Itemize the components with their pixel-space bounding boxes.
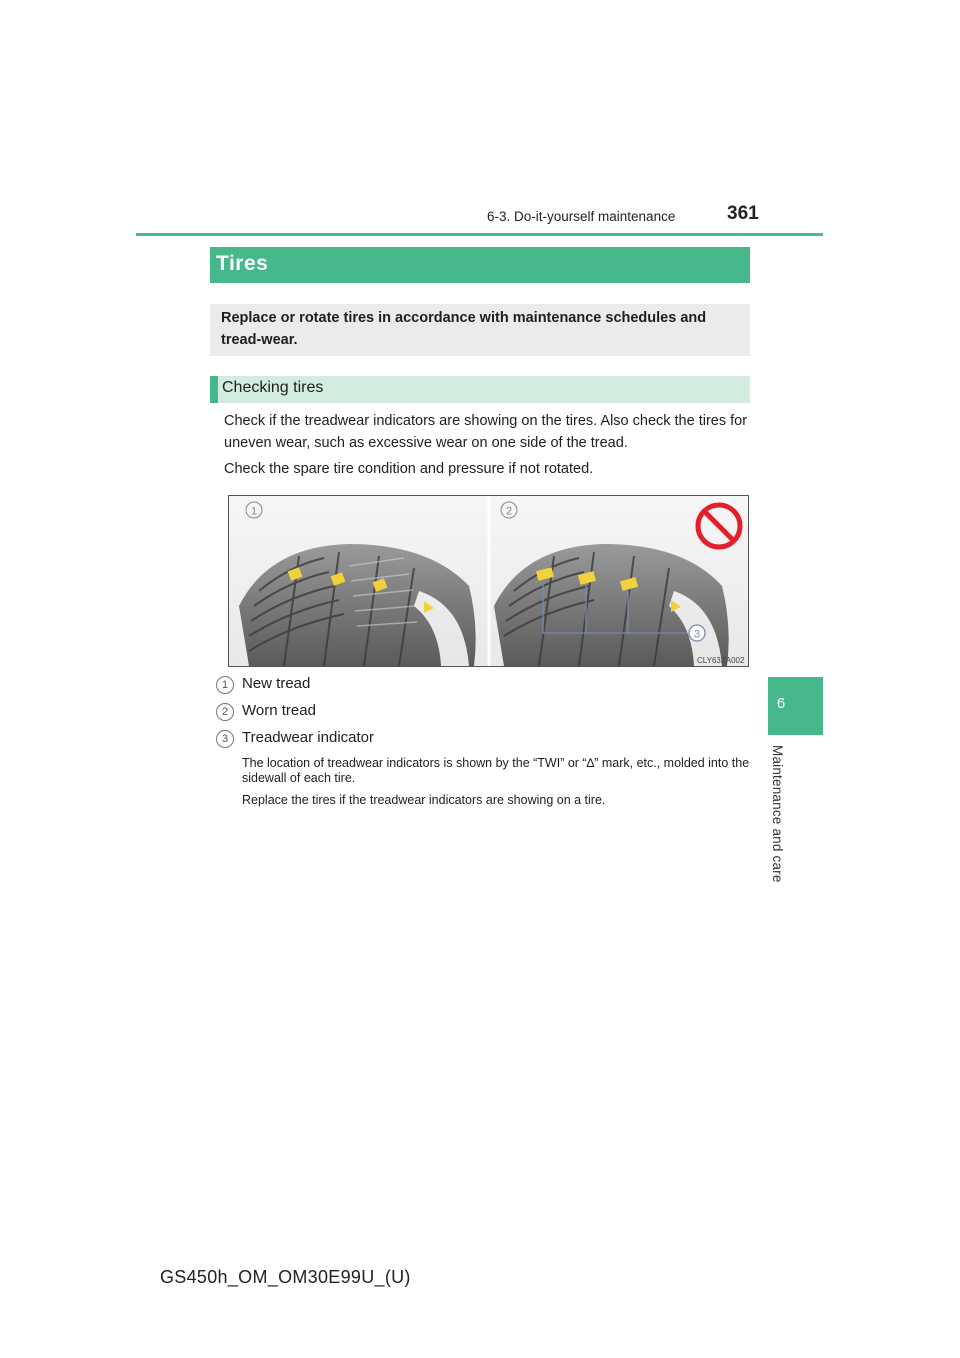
callout-3-icon [689, 625, 705, 641]
legend-label: Worn tread [242, 702, 316, 719]
header-rule [136, 233, 823, 236]
chapter-tab-label: Maintenance and care [770, 745, 785, 883]
intro-box [210, 304, 750, 356]
subsection-title: Checking tires [222, 379, 324, 396]
section-title: Tires [216, 252, 269, 275]
svg-text:3: 3 [693, 628, 701, 641]
svg-text:1: 1 [250, 505, 258, 518]
legend-number-icon: 1 [216, 676, 234, 694]
svg-text:2: 2 [505, 505, 513, 518]
note-replace-tires: Replace the tires if the treadwear indicators are showing on a tire. [242, 793, 606, 807]
footer-document-code: GS450h_OM_OM30E99U_(U) [160, 1267, 411, 1287]
header-section-title: 6-3. Do-it-yourself maintenance [487, 209, 676, 224]
tire-illustration [229, 496, 748, 666]
note-indicator-location: The location of treadwear indicators is shown by the “TWI” or “∆” mark, etc., molded into the sidewall of each tire. [242, 756, 750, 785]
tire-tread-figure [228, 495, 749, 667]
paragraph-treadwear-check: Check if the treadwear indicators are showing on the tires. Also check the tires for uneven wear, such as excessive wear on one side of the tread. [224, 413, 748, 451]
legend-label: Treadwear indicator [242, 729, 375, 746]
page-number: 361 [727, 203, 759, 224]
legend-number-icon: 2 [216, 703, 234, 721]
section-title-bar [210, 247, 750, 283]
intro-text: Replace or rotate tires in accordance with maintenance schedules and tread-wear. [221, 310, 707, 348]
legend-number-icon: 3 [216, 730, 234, 748]
chapter-tab[interactable] [768, 677, 823, 735]
subsection-title-bar [210, 376, 750, 403]
figure-code: CLY63ZA002 [697, 656, 745, 665]
legend-label: New tread [242, 675, 311, 692]
paragraph-spare-tire: Check the spare tire condition and pressure if not rotated. [224, 461, 594, 477]
chapter-tab-number: 6 [776, 695, 786, 712]
